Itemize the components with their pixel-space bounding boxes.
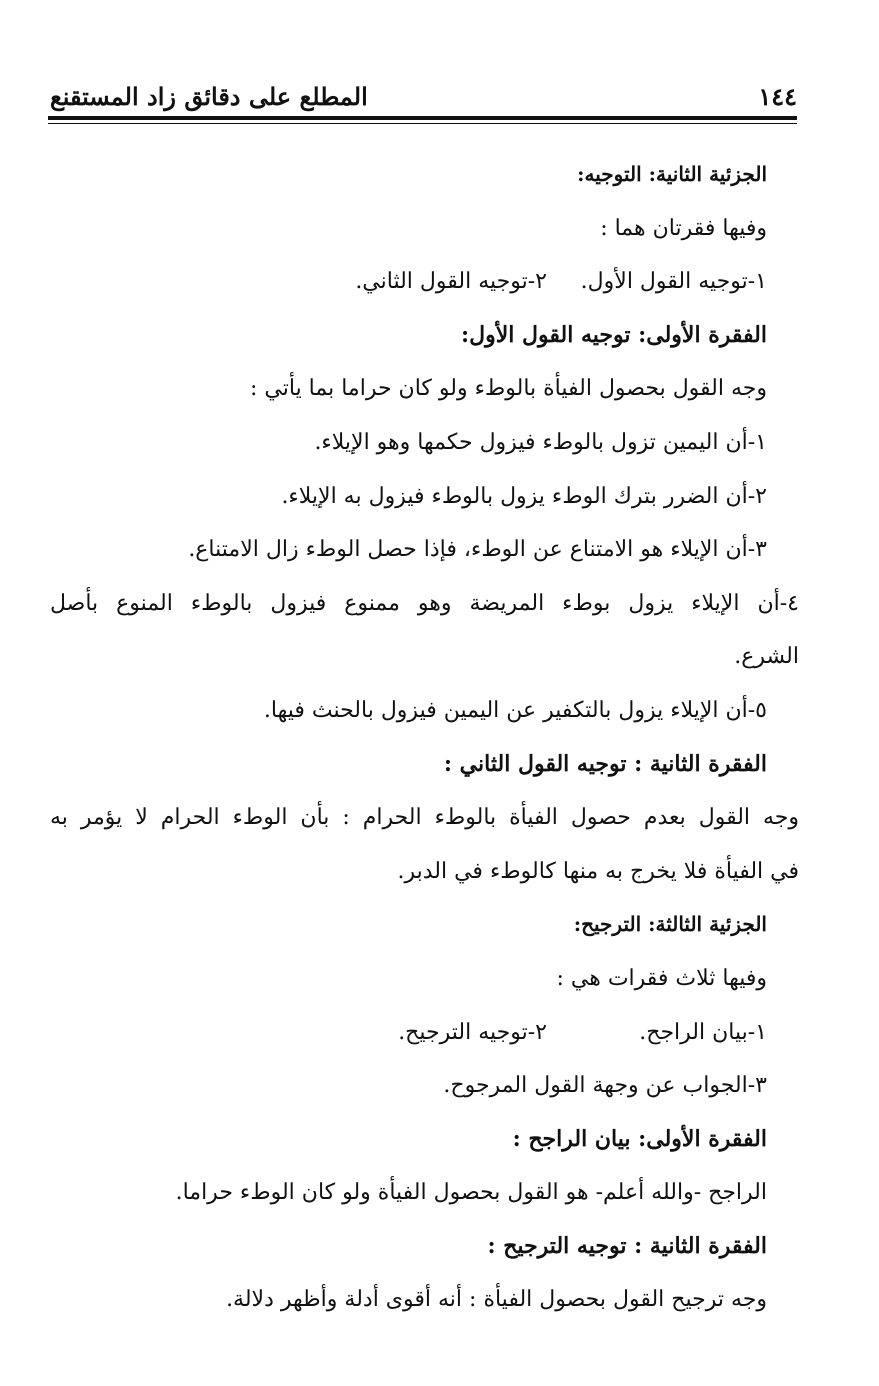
- section-heading: الفقرة الثانية : توجيه القول الثاني :: [443, 750, 767, 777]
- book-title: المطلع على دقائق زاد المستقنع: [50, 81, 368, 111]
- paragraph-line: الراجح -والله أعلم- هو القول بحصول الفيأة ولو كان الوطء حراما.: [175, 1180, 767, 1206]
- section-heading: الفقرة الأولى: توجيه القول الأول:: [460, 321, 767, 348]
- paragraph-line: الشرع.: [734, 644, 799, 670]
- enumeration-line: [50, 255, 767, 309]
- paragraph-line: ٥-أن الإيلاء يزول بالتكفير عن اليمين فيزول بالحنث فيها.: [263, 697, 767, 723]
- enumeration-item: ١-توجيه القول الأول.: [580, 269, 767, 295]
- paragraph-line: ١-أن اليمين تزول بالوطء فيزول حكمها وهو الإيلاء.: [314, 429, 767, 455]
- page-body: [50, 148, 799, 1327]
- enumeration-line: [50, 1006, 767, 1060]
- enumeration-item: ٢-توجيه الترجيح.: [398, 1019, 547, 1045]
- page-number: ١٤٤: [758, 81, 797, 111]
- paragraph-line: وفيها ثلاث فقرات هي :: [556, 965, 767, 991]
- paragraph-line: في الفيأة فلا يخرج به منها كالوطء في الدبر.: [397, 858, 799, 884]
- paragraph-line: وجه القول بحصول الفيأة بالوطء ولو كان حراما بما يأتي :: [250, 376, 767, 402]
- header-rule-thick: [48, 116, 797, 120]
- paragraph-line: ٤-أن الإيلاء يزول بوطء المريضة وهو ممنوع فيزول بالوطء المنوع بأصل: [50, 590, 799, 616]
- section-heading: الفقرة الثانية : توجيه الترجيح :: [487, 1232, 767, 1259]
- section-subheading: الجزئية الثالثة: الترجيح:: [573, 912, 767, 937]
- paragraph-line: ٢-أن الضرر بترك الوطء يزول بالوطء فيزول به الإيلاء.: [281, 483, 767, 509]
- paragraph-line: ٣-الجواب عن وجهة القول المرجوح.: [443, 1073, 767, 1099]
- header-rule-thin: [48, 123, 797, 124]
- paragraph-line: وجه ترجيح القول بحصول الفيأة : أنه أقوى أدلة وأظهر دلالة.: [226, 1287, 767, 1313]
- paragraph-line: وجه القول بعدم حصول الفيأة بالوطء الحرام : بأن الوطء الحرام لا يؤمر به: [50, 805, 799, 831]
- paragraph-line: ٣-أن الإيلاء هو الامتناع عن الوطء، فإذا حصل الوطء زال الامتناع.: [188, 537, 767, 563]
- section-subheading: الجزئية الثانية: التوجيه:: [577, 162, 767, 186]
- page-header: [50, 78, 797, 114]
- enumeration-item: ١-بيان الراجح.: [639, 1019, 767, 1045]
- section-heading: الفقرة الأولى: بيان الراجح :: [512, 1125, 767, 1152]
- enumeration-item: ٢-توجيه القول الثاني.: [355, 269, 547, 295]
- paragraph-line: وفيها فقرتان هما :: [600, 215, 767, 241]
